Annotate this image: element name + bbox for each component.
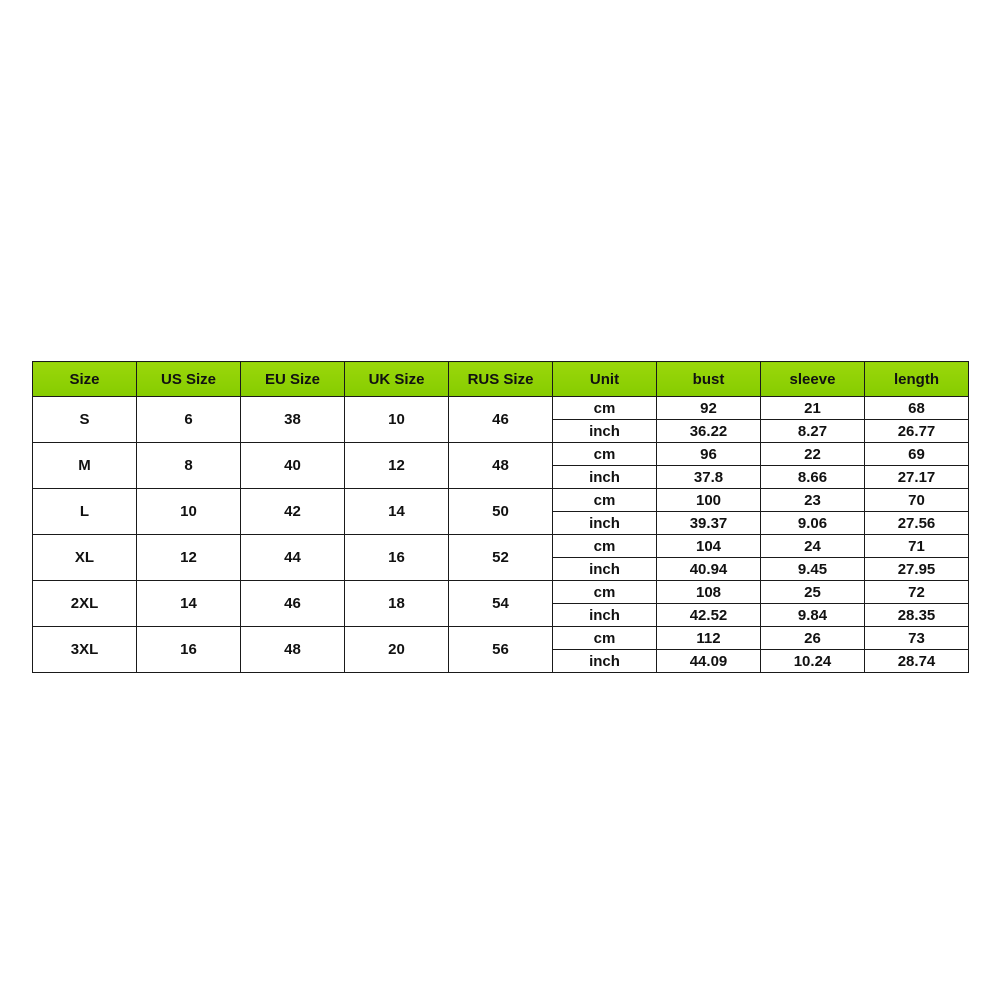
eu-size-cell: 40 [241,443,345,489]
header-sleeve: sleeve [761,362,865,397]
sleeve-cell: 26 [761,627,865,650]
length-cell: 73 [865,627,969,650]
bust-cell: 42.52 [657,604,761,627]
bust-cell: 92 [657,397,761,420]
uk-size-cell: 14 [345,489,449,535]
sleeve-cell: 23 [761,489,865,512]
us-size-cell: 12 [137,535,241,581]
table-row [33,627,969,650]
length-cell: 26.77 [865,420,969,443]
header-uk-size: UK Size [345,362,449,397]
unit-cell: cm [553,581,657,604]
rus-size-cell: 56 [449,627,553,673]
sleeve-cell: 25 [761,581,865,604]
unit-cell: inch [553,420,657,443]
eu-size-cell: 48 [241,627,345,673]
bust-cell: 37.8 [657,466,761,489]
sleeve-cell: 9.06 [761,512,865,535]
table-row [33,535,969,558]
sleeve-cell: 9.45 [761,558,865,581]
header-unit: Unit [553,362,657,397]
rus-size-cell: 52 [449,535,553,581]
us-size-cell: 10 [137,489,241,535]
header-length: length [865,362,969,397]
length-cell: 72 [865,581,969,604]
table-row [33,581,969,604]
sleeve-cell: 22 [761,443,865,466]
bust-cell: 100 [657,489,761,512]
size-cell: 2XL [33,581,137,627]
unit-cell: inch [553,558,657,581]
size-chart-body [33,397,969,673]
sleeve-cell: 9.84 [761,604,865,627]
us-size-cell: 6 [137,397,241,443]
bust-cell: 40.94 [657,558,761,581]
header-row [33,362,969,397]
us-size-cell: 16 [137,627,241,673]
uk-size-cell: 12 [345,443,449,489]
size-chart-table [32,361,969,673]
table-row [33,443,969,466]
length-cell: 71 [865,535,969,558]
rus-size-cell: 48 [449,443,553,489]
size-cell: M [33,443,137,489]
size-chart-header [33,362,969,397]
eu-size-cell: 46 [241,581,345,627]
table-row [33,489,969,512]
unit-cell: inch [553,604,657,627]
length-cell: 70 [865,489,969,512]
sleeve-cell: 10.24 [761,650,865,673]
length-cell: 27.17 [865,466,969,489]
length-cell: 28.35 [865,604,969,627]
size-cell: L [33,489,137,535]
rus-size-cell: 50 [449,489,553,535]
unit-cell: inch [553,650,657,673]
unit-cell: inch [553,466,657,489]
size-cell: XL [33,535,137,581]
table-row [33,397,969,420]
eu-size-cell: 44 [241,535,345,581]
header-bust: bust [657,362,761,397]
sleeve-cell: 8.27 [761,420,865,443]
length-cell: 28.74 [865,650,969,673]
unit-cell: cm [553,627,657,650]
unit-cell: cm [553,535,657,558]
us-size-cell: 8 [137,443,241,489]
bust-cell: 44.09 [657,650,761,673]
header-eu-size: EU Size [241,362,345,397]
sleeve-cell: 21 [761,397,865,420]
size-cell: S [33,397,137,443]
rus-size-cell: 46 [449,397,553,443]
eu-size-cell: 38 [241,397,345,443]
header-us-size: US Size [137,362,241,397]
bust-cell: 104 [657,535,761,558]
sleeve-cell: 24 [761,535,865,558]
sleeve-cell: 8.66 [761,466,865,489]
length-cell: 69 [865,443,969,466]
unit-cell: inch [553,512,657,535]
eu-size-cell: 42 [241,489,345,535]
bust-cell: 108 [657,581,761,604]
header-rus-size: RUS Size [449,362,553,397]
unit-cell: cm [553,397,657,420]
uk-size-cell: 18 [345,581,449,627]
us-size-cell: 14 [137,581,241,627]
header-size: Size [33,362,137,397]
bust-cell: 112 [657,627,761,650]
length-cell: 27.95 [865,558,969,581]
bust-cell: 36.22 [657,420,761,443]
length-cell: 68 [865,397,969,420]
unit-cell: cm [553,489,657,512]
rus-size-cell: 54 [449,581,553,627]
uk-size-cell: 20 [345,627,449,673]
bust-cell: 39.37 [657,512,761,535]
length-cell: 27.56 [865,512,969,535]
size-cell: 3XL [33,627,137,673]
unit-cell: cm [553,443,657,466]
bust-cell: 96 [657,443,761,466]
uk-size-cell: 10 [345,397,449,443]
uk-size-cell: 16 [345,535,449,581]
